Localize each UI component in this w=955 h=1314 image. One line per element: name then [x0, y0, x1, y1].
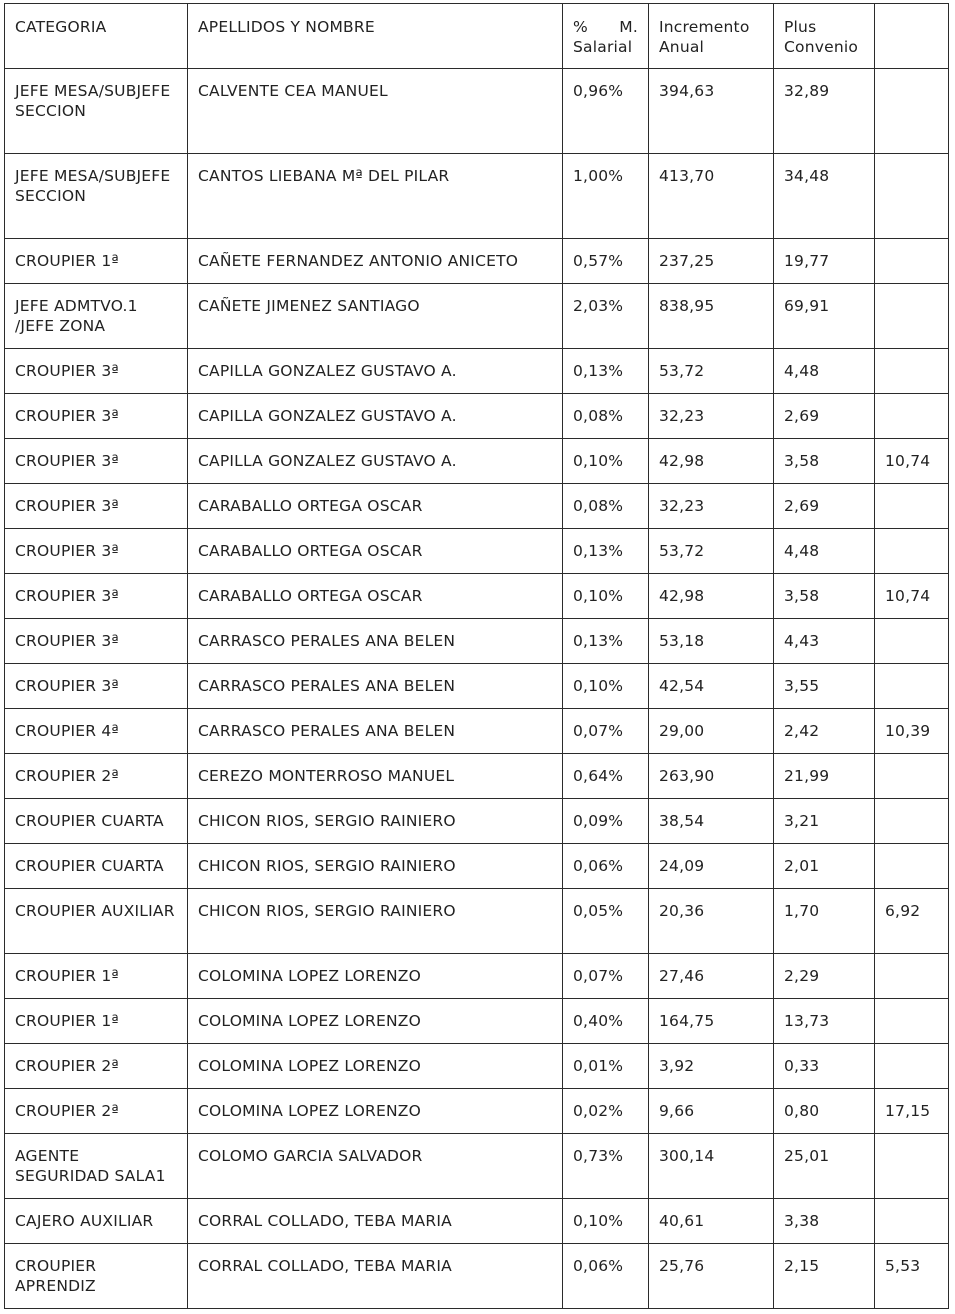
- cell-total: [875, 154, 949, 239]
- cell-total: [875, 754, 949, 799]
- table-body: [5, 69, 949, 1309]
- cell-total: [875, 284, 949, 349]
- salary-table: [4, 3, 949, 1309]
- cell-plus-convenio: 2,69: [774, 394, 875, 439]
- cell-plus-convenio: 2,42: [774, 709, 875, 754]
- table-row: [5, 889, 949, 954]
- table-row: [5, 239, 949, 284]
- cell-incremento-anual: 24,09: [649, 844, 774, 889]
- cell-plus-convenio: 19,77: [774, 239, 875, 284]
- cell-masa-salarial: 0,01%: [563, 1044, 649, 1089]
- cell-total: [875, 999, 949, 1044]
- cell-apellidos-nombre: CAÑETE FERNANDEZ ANTONIO ANICETO: [188, 239, 563, 284]
- cell-apellidos-nombre: COLOMINA LOPEZ LORENZO: [188, 999, 563, 1044]
- cell-masa-salarial: 0,13%: [563, 619, 649, 664]
- table-row: [5, 799, 949, 844]
- cell-incremento-anual: 3,92: [649, 1044, 774, 1089]
- cell-categoria: CROUPIER 4ª: [5, 709, 188, 754]
- cell-total: [875, 1044, 949, 1089]
- cell-incremento-anual: 53,18: [649, 619, 774, 664]
- cell-masa-salarial: 1,00%: [563, 154, 649, 239]
- cell-categoria: CROUPIER 2ª: [5, 754, 188, 799]
- cell-masa-salarial: 0,09%: [563, 799, 649, 844]
- cell-masa-salarial: 0,02%: [563, 1089, 649, 1134]
- cell-plus-convenio: 69,91: [774, 284, 875, 349]
- cell-plus-convenio: 4,48: [774, 529, 875, 574]
- cell-categoria: JEFE MESA/SUBJEFE SECCION: [5, 154, 188, 239]
- cell-plus-convenio: 2,29: [774, 954, 875, 999]
- cell-categoria: CROUPIER CUARTA: [5, 799, 188, 844]
- cell-categoria: CROUPIER 3ª: [5, 439, 188, 484]
- cell-apellidos-nombre: CORRAL COLLADO, TEBA MARIA: [188, 1244, 563, 1309]
- cell-total: [875, 394, 949, 439]
- cell-plus-convenio: 34,48: [774, 154, 875, 239]
- cell-apellidos-nombre: CANTOS LIEBANA Mª DEL PILAR: [188, 154, 563, 239]
- cell-categoria: CROUPIER 3ª: [5, 484, 188, 529]
- cell-incremento-anual: 32,23: [649, 394, 774, 439]
- cell-masa-salarial: 0,08%: [563, 394, 649, 439]
- cell-incremento-anual: 32,23: [649, 484, 774, 529]
- cell-total: [875, 954, 949, 999]
- cell-plus-convenio: 21,99: [774, 754, 875, 799]
- cell-total: [875, 1134, 949, 1199]
- cell-total: [875, 484, 949, 529]
- table-row: [5, 439, 949, 484]
- cell-masa-salarial: 0,10%: [563, 574, 649, 619]
- cell-total: 10,74: [875, 439, 949, 484]
- cell-total: 5,53: [875, 1244, 949, 1309]
- cell-apellidos-nombre: COLOMO GARCIA SALVADOR: [188, 1134, 563, 1199]
- cell-incremento-anual: 263,90: [649, 754, 774, 799]
- cell-plus-convenio: 3,58: [774, 574, 875, 619]
- cell-incremento-anual: 394,63: [649, 69, 774, 154]
- cell-incremento-anual: 237,25: [649, 239, 774, 284]
- cell-incremento-anual: 42,98: [649, 574, 774, 619]
- table-row: [5, 394, 949, 439]
- header-masa-salarial: % M. Salarial: [563, 4, 649, 69]
- table-row: [5, 1199, 949, 1244]
- cell-plus-convenio: 2,15: [774, 1244, 875, 1309]
- cell-incremento-anual: 25,76: [649, 1244, 774, 1309]
- cell-categoria: CAJERO AUXILIAR: [5, 1199, 188, 1244]
- cell-masa-salarial: 0,07%: [563, 709, 649, 754]
- cell-categoria: CROUPIER 1ª: [5, 954, 188, 999]
- cell-incremento-anual: 53,72: [649, 349, 774, 394]
- table-row: [5, 529, 949, 574]
- cell-plus-convenio: 0,33: [774, 1044, 875, 1089]
- table-row: [5, 349, 949, 394]
- cell-total: [875, 239, 949, 284]
- cell-total: [875, 619, 949, 664]
- cell-categoria: CROUPIER 3ª: [5, 619, 188, 664]
- cell-masa-salarial: 0,73%: [563, 1134, 649, 1199]
- cell-total: 6,92: [875, 889, 949, 954]
- cell-categoria: JEFE ADMTVO.1 /JEFE ZONA: [5, 284, 188, 349]
- cell-apellidos-nombre: CHICON RIOS, SERGIO RAINIERO: [188, 889, 563, 954]
- cell-total: [875, 1199, 949, 1244]
- cell-total: 17,15: [875, 1089, 949, 1134]
- cell-plus-convenio: 4,48: [774, 349, 875, 394]
- cell-apellidos-nombre: CEREZO MONTERROSO MANUEL: [188, 754, 563, 799]
- cell-apellidos-nombre: CAPILLA GONZALEZ GUSTAVO A.: [188, 394, 563, 439]
- cell-masa-salarial: 0,06%: [563, 844, 649, 889]
- cell-plus-convenio: 2,69: [774, 484, 875, 529]
- table-row: [5, 574, 949, 619]
- cell-categoria: AGENTE SEGURIDAD SALA1: [5, 1134, 188, 1199]
- cell-apellidos-nombre: COLOMINA LOPEZ LORENZO: [188, 1044, 563, 1089]
- cell-masa-salarial: 0,64%: [563, 754, 649, 799]
- cell-categoria: CROUPIER 1ª: [5, 999, 188, 1044]
- cell-total: [875, 664, 949, 709]
- cell-masa-salarial: 0,07%: [563, 954, 649, 999]
- cell-incremento-anual: 38,54: [649, 799, 774, 844]
- cell-total: 10,39: [875, 709, 949, 754]
- table-row: [5, 844, 949, 889]
- cell-incremento-anual: 838,95: [649, 284, 774, 349]
- cell-masa-salarial: 2,03%: [563, 284, 649, 349]
- cell-total: [875, 529, 949, 574]
- cell-plus-convenio: 25,01: [774, 1134, 875, 1199]
- cell-apellidos-nombre: CHICON RIOS, SERGIO RAINIERO: [188, 799, 563, 844]
- table-row: [5, 664, 949, 709]
- cell-incremento-anual: 27,46: [649, 954, 774, 999]
- cell-apellidos-nombre: CALVENTE CEA MANUEL: [188, 69, 563, 154]
- cell-categoria: CROUPIER APRENDIZ: [5, 1244, 188, 1309]
- cell-plus-convenio: 4,43: [774, 619, 875, 664]
- table-row: [5, 619, 949, 664]
- cell-incremento-anual: 164,75: [649, 999, 774, 1044]
- table-row: [5, 754, 949, 799]
- cell-categoria: JEFE MESA/SUBJEFE SECCION: [5, 69, 188, 154]
- cell-masa-salarial: 0,13%: [563, 349, 649, 394]
- cell-total: 10,74: [875, 574, 949, 619]
- header-apellidos-nombre: APELLIDOS Y NOMBRE: [188, 4, 563, 69]
- cell-total: [875, 844, 949, 889]
- cell-apellidos-nombre: CAÑETE JIMENEZ SANTIAGO: [188, 284, 563, 349]
- cell-apellidos-nombre: CARRASCO PERALES ANA BELEN: [188, 619, 563, 664]
- cell-plus-convenio: 3,55: [774, 664, 875, 709]
- cell-apellidos-nombre: CHICON RIOS, SERGIO RAINIERO: [188, 844, 563, 889]
- cell-masa-salarial: 0,05%: [563, 889, 649, 954]
- cell-categoria: CROUPIER AUXILIAR: [5, 889, 188, 954]
- cell-apellidos-nombre: CARABALLO ORTEGA OSCAR: [188, 484, 563, 529]
- table-row: [5, 709, 949, 754]
- cell-incremento-anual: 9,66: [649, 1089, 774, 1134]
- cell-apellidos-nombre: CAPILLA GONZALEZ GUSTAVO A.: [188, 349, 563, 394]
- cell-plus-convenio: 1,70: [774, 889, 875, 954]
- cell-apellidos-nombre: CARABALLO ORTEGA OSCAR: [188, 574, 563, 619]
- document-page: [4, 3, 949, 1309]
- cell-masa-salarial: 0,13%: [563, 529, 649, 574]
- cell-apellidos-nombre: COLOMINA LOPEZ LORENZO: [188, 1089, 563, 1134]
- cell-total: [875, 349, 949, 394]
- cell-masa-salarial: 0,57%: [563, 239, 649, 284]
- table-row: [5, 1044, 949, 1089]
- table-row: [5, 154, 949, 239]
- cell-masa-salarial: 0,10%: [563, 439, 649, 484]
- cell-incremento-anual: 42,98: [649, 439, 774, 484]
- cell-categoria: CROUPIER 2ª: [5, 1089, 188, 1134]
- header-plus-convenio: Plus Convenio: [774, 4, 875, 69]
- cell-apellidos-nombre: CARRASCO PERALES ANA BELEN: [188, 664, 563, 709]
- cell-incremento-anual: 29,00: [649, 709, 774, 754]
- header-categoria: CATEGORIA: [5, 4, 188, 69]
- cell-incremento-anual: 40,61: [649, 1199, 774, 1244]
- header-incremento-anual: Incremento Anual: [649, 4, 774, 69]
- cell-plus-convenio: 3,21: [774, 799, 875, 844]
- cell-categoria: CROUPIER 3ª: [5, 529, 188, 574]
- table-row: [5, 954, 949, 999]
- cell-categoria: CROUPIER 3ª: [5, 349, 188, 394]
- table-row: [5, 484, 949, 529]
- cell-incremento-anual: 300,14: [649, 1134, 774, 1199]
- table-row: [5, 1134, 949, 1199]
- cell-plus-convenio: 13,73: [774, 999, 875, 1044]
- cell-apellidos-nombre: CAPILLA GONZALEZ GUSTAVO A.: [188, 439, 563, 484]
- table-row: [5, 1244, 949, 1309]
- table-row: [5, 999, 949, 1044]
- cell-categoria: CROUPIER 3ª: [5, 574, 188, 619]
- cell-total: [875, 799, 949, 844]
- table-row: [5, 69, 949, 154]
- table-header-row: [5, 4, 949, 69]
- table-row: [5, 284, 949, 349]
- cell-categoria: CROUPIER 1ª: [5, 239, 188, 284]
- cell-masa-salarial: 0,10%: [563, 664, 649, 709]
- cell-plus-convenio: 2,01: [774, 844, 875, 889]
- cell-categoria: CROUPIER 3ª: [5, 394, 188, 439]
- cell-masa-salarial: 0,06%: [563, 1244, 649, 1309]
- cell-apellidos-nombre: CARABALLO ORTEGA OSCAR: [188, 529, 563, 574]
- header-total: [875, 4, 949, 69]
- cell-apellidos-nombre: CARRASCO PERALES ANA BELEN: [188, 709, 563, 754]
- cell-plus-convenio: 32,89: [774, 69, 875, 154]
- cell-apellidos-nombre: CORRAL COLLADO, TEBA MARIA: [188, 1199, 563, 1244]
- cell-plus-convenio: 3,38: [774, 1199, 875, 1244]
- cell-total: [875, 69, 949, 154]
- cell-incremento-anual: 20,36: [649, 889, 774, 954]
- cell-apellidos-nombre: COLOMINA LOPEZ LORENZO: [188, 954, 563, 999]
- cell-incremento-anual: 413,70: [649, 154, 774, 239]
- cell-masa-salarial: 0,08%: [563, 484, 649, 529]
- cell-incremento-anual: 42,54: [649, 664, 774, 709]
- cell-masa-salarial: 0,10%: [563, 1199, 649, 1244]
- cell-incremento-anual: 53,72: [649, 529, 774, 574]
- cell-masa-salarial: 0,96%: [563, 69, 649, 154]
- table-row: [5, 1089, 949, 1134]
- cell-categoria: CROUPIER 3ª: [5, 664, 188, 709]
- cell-plus-convenio: 0,80: [774, 1089, 875, 1134]
- cell-categoria: CROUPIER 2ª: [5, 1044, 188, 1089]
- cell-masa-salarial: 0,40%: [563, 999, 649, 1044]
- cell-plus-convenio: 3,58: [774, 439, 875, 484]
- cell-categoria: CROUPIER CUARTA: [5, 844, 188, 889]
